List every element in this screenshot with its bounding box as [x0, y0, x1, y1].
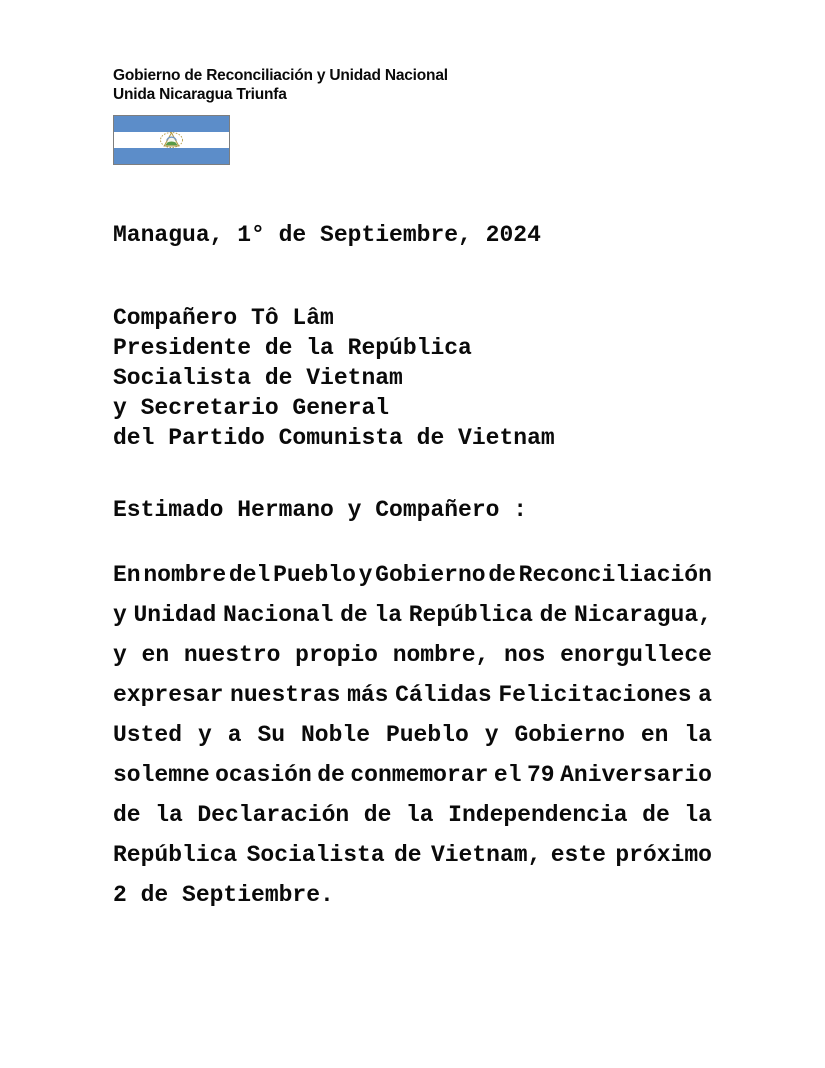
letterhead [113, 66, 712, 104]
body-line: En nombre del Pueblo y Gobierno de Reconciliación [113, 562, 712, 588]
nicaragua-flag-image [114, 116, 229, 164]
recipient-line: Presidente de la República [113, 335, 472, 361]
body-line: Usted y a Su Noble Pueblo y Gobierno en la [113, 722, 712, 748]
body-line: y Unidad Nacional de la República de Nicaragua, [113, 602, 712, 628]
flag-blue-stripe-bottom [114, 148, 229, 164]
recipient-line: Socialista de Vietnam [113, 365, 403, 391]
body-line: solemne ocasión de conmemorar el 79 Aniversario [113, 762, 712, 788]
recipient-block [113, 303, 712, 453]
body-line: expresar nuestras más Cálidas Felicitaciones a [113, 682, 712, 708]
flag-blue-stripe-top [114, 116, 229, 132]
recipient-line: del Partido Comunista de Vietnam [113, 425, 555, 451]
body-line: y en nuestro propio nombre, nos enorgullece [113, 642, 712, 668]
body-paragraph [113, 555, 712, 915]
recipient-line: y Secretario General [113, 395, 390, 421]
body-justified-lines [113, 555, 712, 875]
body-line: de la Declaración de la Independencia de la [113, 802, 712, 828]
date-line: Managua, 1° de Septiembre, 2024 [113, 222, 541, 248]
salutation-line: Estimado Hermano y Compañero : [113, 497, 528, 523]
nicaragua-flag [113, 115, 230, 165]
letterhead-line1: Gobierno de Reconciliación y Unidad Nacional [113, 67, 448, 84]
body-line: República Socialista de Vietnam, este próximo [113, 842, 712, 868]
recipient-line: Compañero Tô Lâm [113, 305, 334, 331]
letterhead-line2: Unida Nicaragua Triunfa [113, 86, 287, 103]
body-last-line: 2 de Septiembre. [113, 882, 334, 908]
